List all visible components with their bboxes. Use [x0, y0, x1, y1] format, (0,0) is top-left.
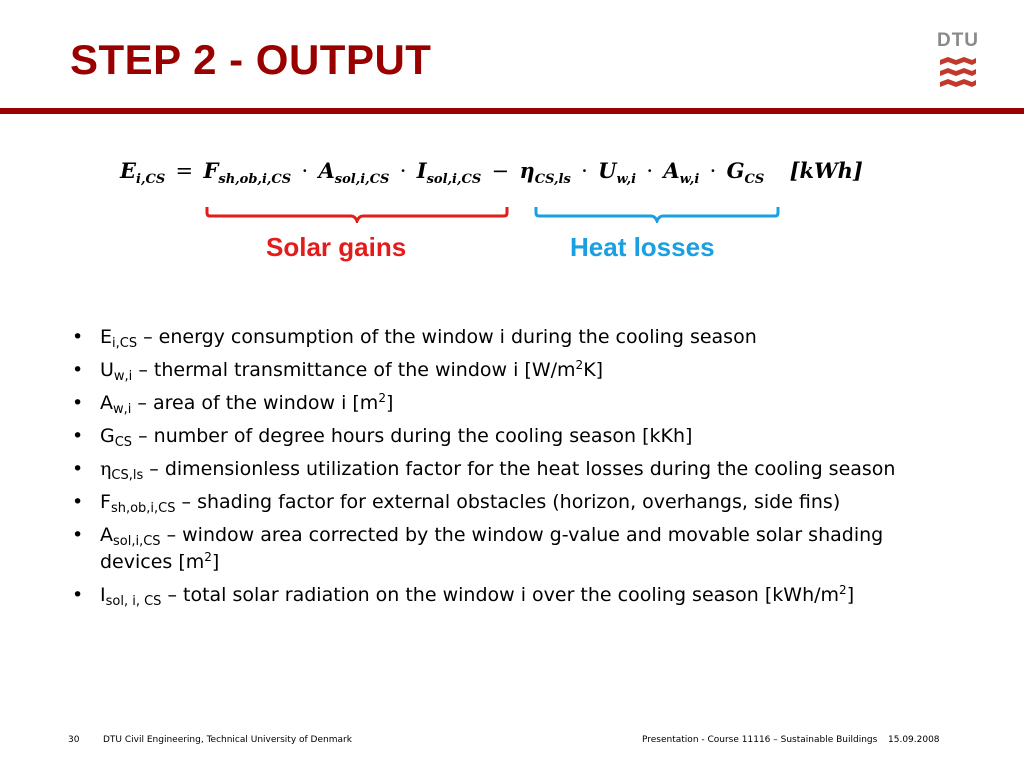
- bullet-text: – shading factor for external obstacles (horizon, overhangs, side fins): [175, 491, 841, 513]
- bullet-superscript: 2: [575, 358, 584, 372]
- list-item: [72, 357, 922, 384]
- eq-symbol-i: I: [416, 158, 427, 183]
- footer-date: 15.09.2008: [888, 735, 940, 745]
- eq-symbol-g: G: [726, 158, 745, 183]
- bullet-symbol: U: [100, 359, 114, 381]
- eq-sub-u: w,i: [616, 172, 637, 187]
- eq-symbol-e: E: [120, 158, 137, 183]
- list-item: [72, 423, 922, 450]
- list-item: [72, 390, 922, 417]
- bullet-symbol: η: [100, 458, 112, 480]
- eq-dot: ·: [301, 159, 309, 183]
- bullet-text: – dimensionless utilization factor for the heat losses during the cooling season: [143, 458, 896, 480]
- eq-sub-eta: CS,ls: [534, 172, 571, 187]
- list-item: [72, 489, 922, 516]
- bullet-symbol: A: [100, 392, 113, 414]
- bullet-subscript: CS: [114, 435, 133, 450]
- bullet-symbol: E: [100, 326, 113, 348]
- dtu-logo-icon: [938, 56, 978, 92]
- eq-symbol-u: U: [598, 158, 617, 183]
- bullet-subscript: CS,ls: [111, 468, 144, 483]
- footer-organization: DTU Civil Engineering, Technical University of Denmark: [103, 735, 352, 745]
- bullet-text: – energy consumption of the window i during the cooling season: [137, 326, 757, 348]
- bullet-text-end: K]: [583, 359, 604, 381]
- dtu-logo: [936, 30, 980, 94]
- bullet-subscript: w,i: [113, 369, 133, 384]
- bullet-text: – window area corrected by the window g-value and movable solar shading devices [m: [100, 524, 884, 573]
- bullet-subscript: sol, i, CS: [105, 594, 162, 609]
- solar-gains-bracket: [204, 205, 510, 223]
- heat-losses-bracket: [533, 205, 781, 223]
- definitions-list: [72, 324, 922, 615]
- slide-title: STEP 2 - OUTPUT: [70, 36, 432, 83]
- eq-sub-g: CS: [744, 172, 765, 187]
- eq-sub-i: sol,i,CS: [426, 172, 482, 187]
- heat-losses-label: Heat losses: [570, 232, 715, 262]
- eq-dot: ·: [646, 159, 654, 183]
- eq-dot: ·: [709, 159, 717, 183]
- bullet-text: – area of the window i [m: [131, 392, 379, 414]
- bullet-subscript: w,i: [113, 402, 132, 417]
- eq-symbol-asol: A: [318, 158, 335, 183]
- eq-sub-asol: sol,i,CS: [334, 172, 390, 187]
- bullet-symbol: G: [100, 425, 115, 447]
- bullet-text-end: ]: [385, 392, 394, 414]
- list-item: [72, 324, 922, 351]
- bullet-text-end: ]: [846, 584, 855, 606]
- bullet-symbol: A: [100, 524, 113, 546]
- eq-sub-e: i,CS: [136, 172, 166, 187]
- eq-symbol-eta: η: [519, 158, 535, 183]
- eq-equals: =: [175, 159, 194, 183]
- solar-gains-label: Solar gains: [266, 232, 407, 262]
- bullet-superscript: 2: [839, 583, 847, 597]
- bullet-symbol: I: [100, 584, 106, 606]
- list-item: [72, 582, 922, 609]
- footer-page-number: 30: [68, 735, 80, 745]
- list-item: [72, 522, 922, 576]
- bullet-text: – thermal transmittance of the window i [W/m: [132, 359, 576, 381]
- bullet-text: – number of degree hours during the cooling season [kKh]: [132, 425, 693, 447]
- eq-dot: ·: [581, 159, 588, 183]
- bullet-subscript: i,CS: [112, 336, 138, 351]
- bullet-subscript: sol,i,CS: [113, 534, 161, 549]
- eq-sub-f: sh,ob,i,CS: [218, 172, 292, 187]
- bullet-symbol: F: [100, 491, 111, 513]
- bullet-text: – total solar radiation on the window i over the cooling season [kWh/m: [161, 584, 840, 606]
- energy-equation: [120, 158, 863, 187]
- bullet-superscript: 2: [204, 550, 212, 564]
- eq-symbol-a: A: [663, 158, 680, 183]
- eq-symbol-f: F: [203, 158, 219, 183]
- bullet-superscript: 2: [378, 391, 386, 405]
- bullet-subscript: sh,ob,i,CS: [110, 501, 176, 516]
- header-rule: [0, 108, 1024, 114]
- list-item: [72, 456, 922, 483]
- eq-sub-a: w,i: [679, 172, 700, 187]
- bullet-text-end: ]: [211, 551, 220, 573]
- logo-text: DTU: [936, 30, 980, 51]
- eq-unit: [kWh]: [789, 158, 863, 183]
- eq-minus: −: [491, 159, 510, 183]
- footer-course: Presentation - Course 11116 – Sustainable Buildings: [642, 735, 878, 745]
- eq-dot: ·: [399, 159, 407, 183]
